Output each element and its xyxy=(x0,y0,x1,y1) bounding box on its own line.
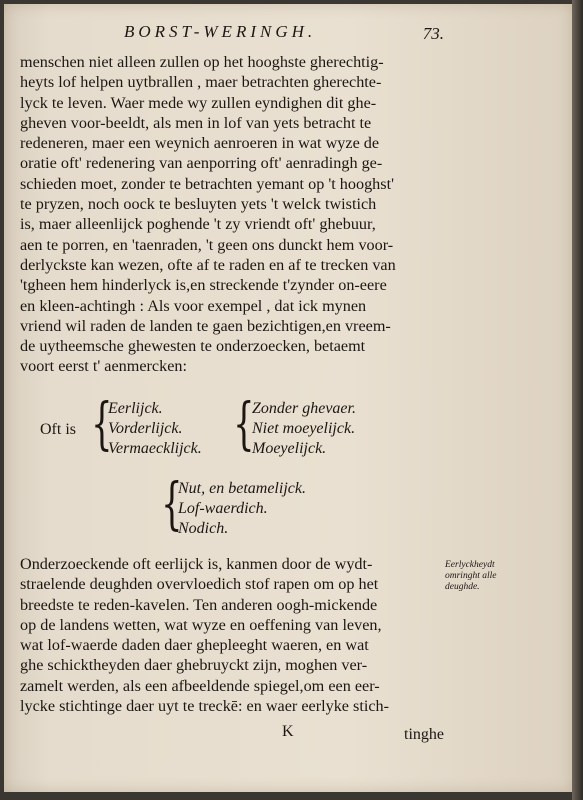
page-number: 73. xyxy=(422,24,444,43)
book-page xyxy=(4,4,572,792)
left-brace-icon: { xyxy=(233,392,255,457)
text-line: oratie oft' redenering van aenporring oft' aenradingh ge- xyxy=(20,154,383,173)
margin-note-line: omringht alle xyxy=(445,571,497,581)
left-brace-icon: { xyxy=(91,392,113,457)
schema-item: Vermaecklijck. xyxy=(108,440,202,457)
text-line: schieden moet, zonder te betrachten yemant op 't hooghst' xyxy=(20,174,394,193)
second-paragraph xyxy=(20,554,450,716)
text-line: heyts lof helpen uytbrallen , maer betrachten gherechte- xyxy=(20,73,382,92)
brace-schema xyxy=(40,392,440,463)
text-line: te pryzen, noch oock te besluyten yets 't welck twistich xyxy=(20,195,377,214)
schema-item: Vorderlijck. xyxy=(108,420,183,437)
margin-note-line: deughde. xyxy=(445,582,480,592)
catchword: tinghe xyxy=(404,726,444,743)
text-line: gheven voor-beeldt, als men in lof van yets betracht te xyxy=(20,113,372,132)
brace-schema-2 xyxy=(154,472,404,543)
text-line: lycke stichtinge daer uyt te treckē: en waer eerlyke stich- xyxy=(20,697,389,716)
text-line: redeneren, maer een weynich aenroeren in wat wyze de xyxy=(20,134,380,153)
margin-note-line: Eerlyckheydt xyxy=(445,560,495,570)
schema-item: Niet moeyelijck. xyxy=(252,420,356,437)
text-line: en kleen-achtingh : Als voor exempel , dat ick mynen xyxy=(20,296,367,315)
text-line: de uytheemsche ghewesten te onderzoecken, betaemt xyxy=(20,337,366,356)
signature-mark: K xyxy=(282,723,294,740)
schema-group-3 xyxy=(178,479,306,539)
text-line: derlyckste kan wezen, ofte af te raden en af te trecken van xyxy=(20,255,396,274)
schema-group-2 xyxy=(252,399,356,459)
text-line: zamelt werden, als een afbeeldende spiegel,om een eer- xyxy=(20,676,380,695)
schema-item: Moeyelijck. xyxy=(252,440,327,457)
text-line: wat lof-waerde daden daer ghepleeght waeren, en wat xyxy=(20,636,369,655)
text-line: lyck te leven. Waer mede wy zullen eyndighen dit ghe- xyxy=(20,93,377,112)
margin-note xyxy=(445,560,513,593)
text-line: ghe schicktheyden daer ghebruyckt zijn, moghen ver- xyxy=(20,656,368,675)
schema-item: Nut, en betamelijck. xyxy=(178,480,306,497)
schema-item: Nodich. xyxy=(178,520,229,537)
running-title: BORST-WERINGH. xyxy=(124,22,317,41)
schema-item: Eerlijck. xyxy=(108,400,163,417)
text-line: op de landens wetten, wat wyze en oeffening van leven, xyxy=(20,615,382,634)
text-line: is, maer alleenlijck poghende 't zy vriendt oft' ghebuur, xyxy=(20,215,376,234)
text-line: breedste te reden-kavelen. Ten anderen oogh-mickende xyxy=(20,595,378,614)
schema-item: Lof-waerdich. xyxy=(178,500,268,517)
text-line: straelende deughden overvloedich stof rapen om op het xyxy=(20,575,379,594)
text-line: voort eerst t' aenmercken: xyxy=(20,357,187,376)
schema-group-1 xyxy=(108,399,202,459)
text-line: vriend wil raden de landen te gaen bezichtigen,en vreem- xyxy=(20,316,391,335)
schema-item: Zonder ghevaer. xyxy=(252,400,356,417)
text-line: menschen niet alleen zullen op het hooghste gherechtig- xyxy=(20,53,384,71)
main-paragraph xyxy=(20,52,444,377)
book-gutter xyxy=(572,0,583,800)
left-brace-icon: { xyxy=(161,472,183,537)
text-line: Onderzoeckende oft eerlijck is, kanmen door de wydt- xyxy=(20,555,373,573)
schema-lead: Oft is xyxy=(40,421,76,438)
text-line: 'tgheen hem hinderlyck is,en streckende t'zynder on-eere xyxy=(20,276,387,295)
text-line: aen te porren, en 'taenraden, 't geen ons dunckt hem voor- xyxy=(20,235,394,254)
